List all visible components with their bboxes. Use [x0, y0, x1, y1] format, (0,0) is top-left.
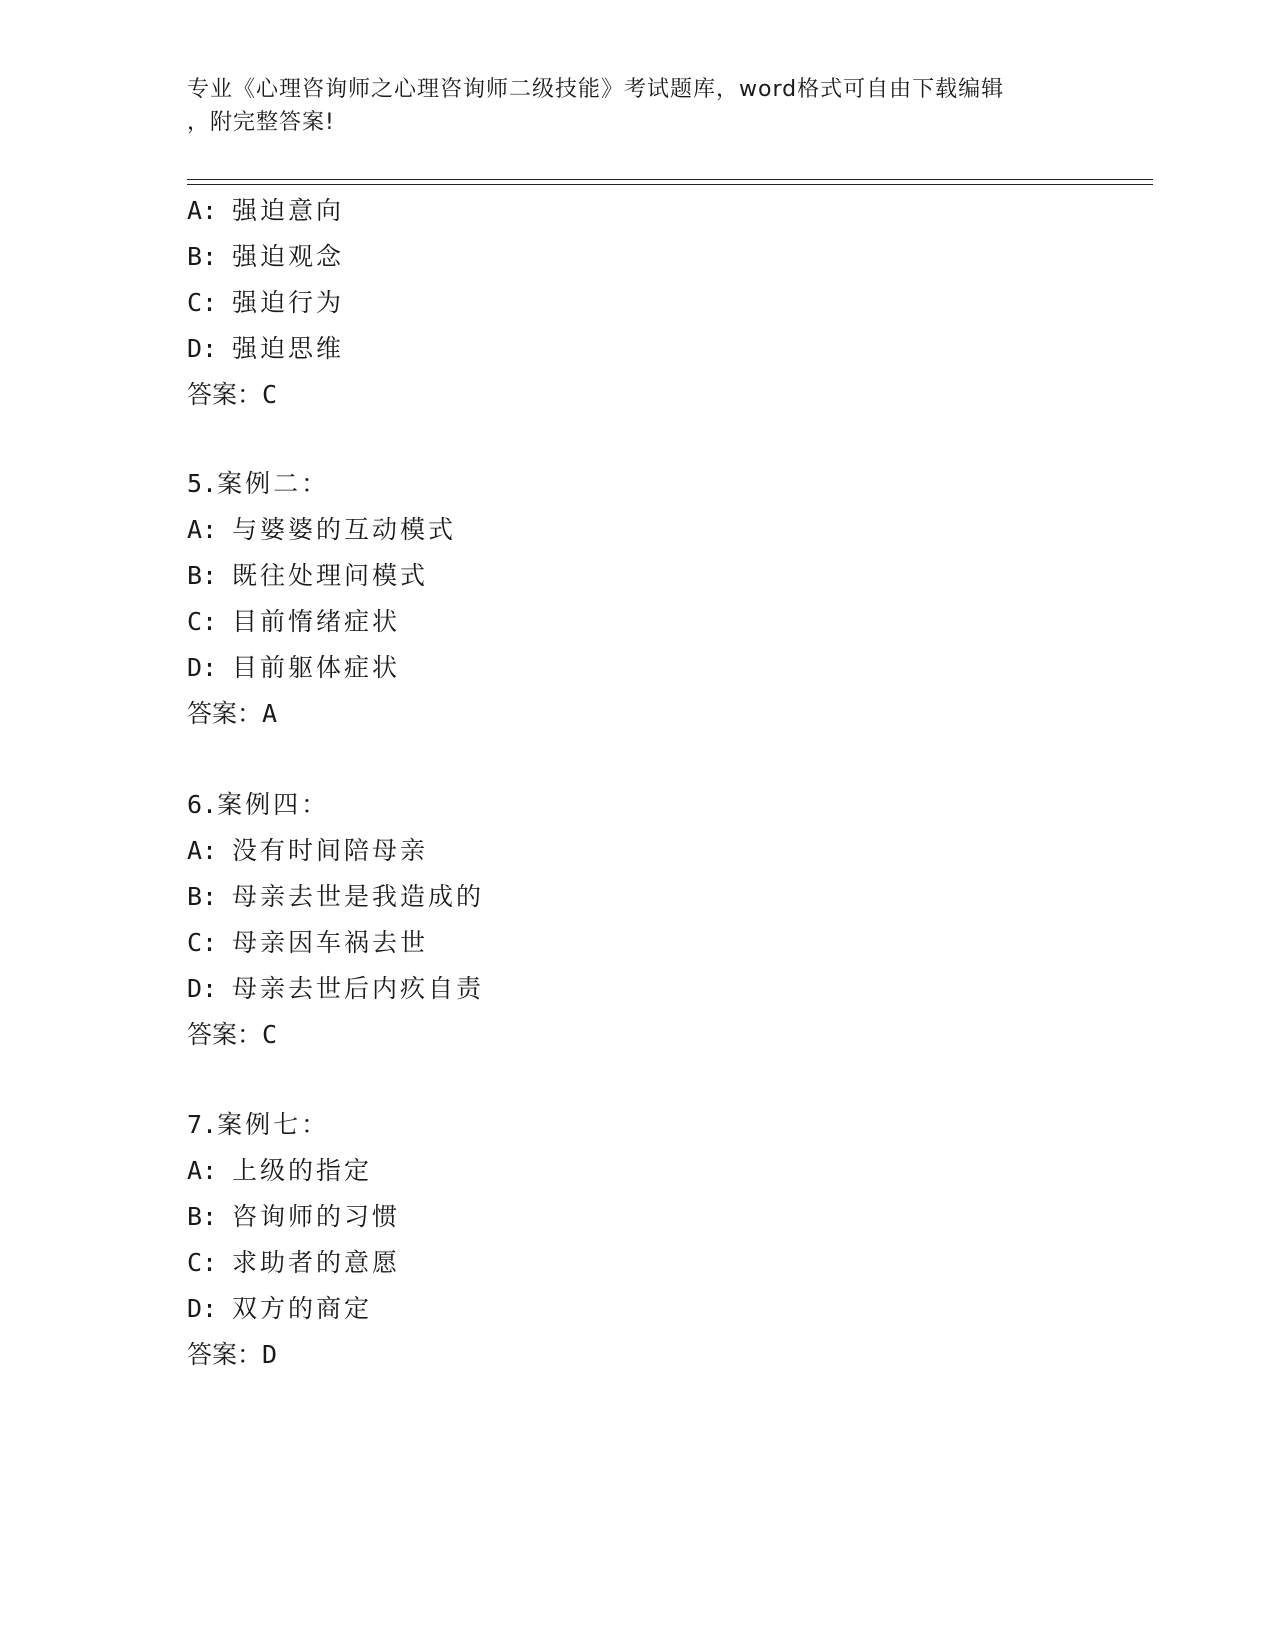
option-key: C: [187, 928, 218, 957]
option-text: 强迫行为 [232, 288, 345, 317]
option-text: 母亲去世是我造成的 [232, 882, 485, 911]
option-key: B: [187, 561, 218, 590]
option-d [187, 966, 484, 1012]
question-block [187, 461, 456, 737]
answer-line [187, 1012, 484, 1058]
option-text: 强迫思维 [232, 334, 345, 363]
option-text: 强迫观念 [232, 242, 345, 271]
option-key: A: [187, 196, 218, 225]
question-text: 案例二： [217, 469, 330, 498]
option-d [187, 326, 344, 372]
header-divider-top [187, 179, 1153, 180]
option-key: D: [187, 334, 218, 363]
question-number: 5. [187, 469, 218, 498]
option-b [187, 874, 484, 920]
option-d [187, 1286, 400, 1332]
answer-label: 答案： [187, 699, 263, 728]
option-text: 目前躯体症状 [232, 653, 401, 682]
answer-value: C [262, 380, 278, 409]
option-text: 既往处理问模式 [232, 561, 429, 590]
option-text: 上级的指定 [232, 1156, 373, 1185]
document-header [187, 73, 1067, 139]
option-key: C: [187, 288, 218, 317]
question-title [187, 461, 456, 507]
answer-value: A [262, 699, 278, 728]
option-text: 咨询师的习惯 [232, 1202, 401, 1231]
answer-line [187, 372, 344, 418]
option-c [187, 599, 456, 645]
option-text: 目前惰绪症状 [232, 607, 401, 636]
question-number: 7. [187, 1110, 218, 1139]
answer-label: 答案： [187, 1020, 263, 1049]
option-b [187, 1194, 400, 1240]
option-b [187, 553, 456, 599]
option-d [187, 645, 456, 691]
question-number: 6. [187, 790, 218, 819]
question-text: 案例四： [217, 790, 330, 819]
header-line-1: 专业《心理咨询师之心理咨询师二级技能》考试题库，word格式可自由下载编辑 [187, 77, 1005, 102]
option-key: A: [187, 836, 218, 865]
option-key: A: [187, 1156, 218, 1185]
answer-label: 答案： [187, 380, 263, 409]
option-text: 强迫意向 [232, 196, 345, 225]
option-key: B: [187, 1202, 218, 1231]
option-key: C: [187, 607, 218, 636]
option-key: D: [187, 653, 218, 682]
answer-value: D [262, 1340, 278, 1369]
option-a [187, 828, 484, 874]
option-a [187, 1148, 400, 1194]
header-line-2: ，附完整答案! [187, 110, 335, 135]
question-text: 案例七： [217, 1110, 330, 1139]
question-block [187, 1102, 400, 1378]
option-key: D: [187, 1294, 218, 1323]
option-a [187, 507, 456, 553]
answer-line [187, 691, 456, 737]
option-b [187, 234, 344, 280]
option-text: 母亲去世后内疚自责 [232, 974, 485, 1003]
option-a [187, 188, 344, 234]
option-key: B: [187, 882, 218, 911]
option-key: D: [187, 974, 218, 1003]
option-key: B: [187, 242, 218, 271]
answer-value: C [262, 1020, 278, 1049]
option-c [187, 920, 484, 966]
answer-label: 答案： [187, 1340, 263, 1369]
option-text: 双方的商定 [232, 1294, 373, 1323]
question-title [187, 1102, 400, 1148]
option-text: 没有时间陪母亲 [232, 836, 429, 865]
question-title [187, 782, 484, 828]
option-key: C: [187, 1248, 218, 1277]
answer-line [187, 1332, 400, 1378]
option-text: 与婆婆的互动模式 [232, 515, 457, 544]
question-block [187, 782, 484, 1058]
option-key: A: [187, 515, 218, 544]
header-divider-bottom [187, 184, 1153, 185]
option-c [187, 1240, 400, 1286]
option-text: 母亲因车祸去世 [232, 928, 429, 957]
option-text: 求助者的意愿 [232, 1248, 401, 1277]
question-block [187, 188, 344, 418]
option-c [187, 280, 344, 326]
